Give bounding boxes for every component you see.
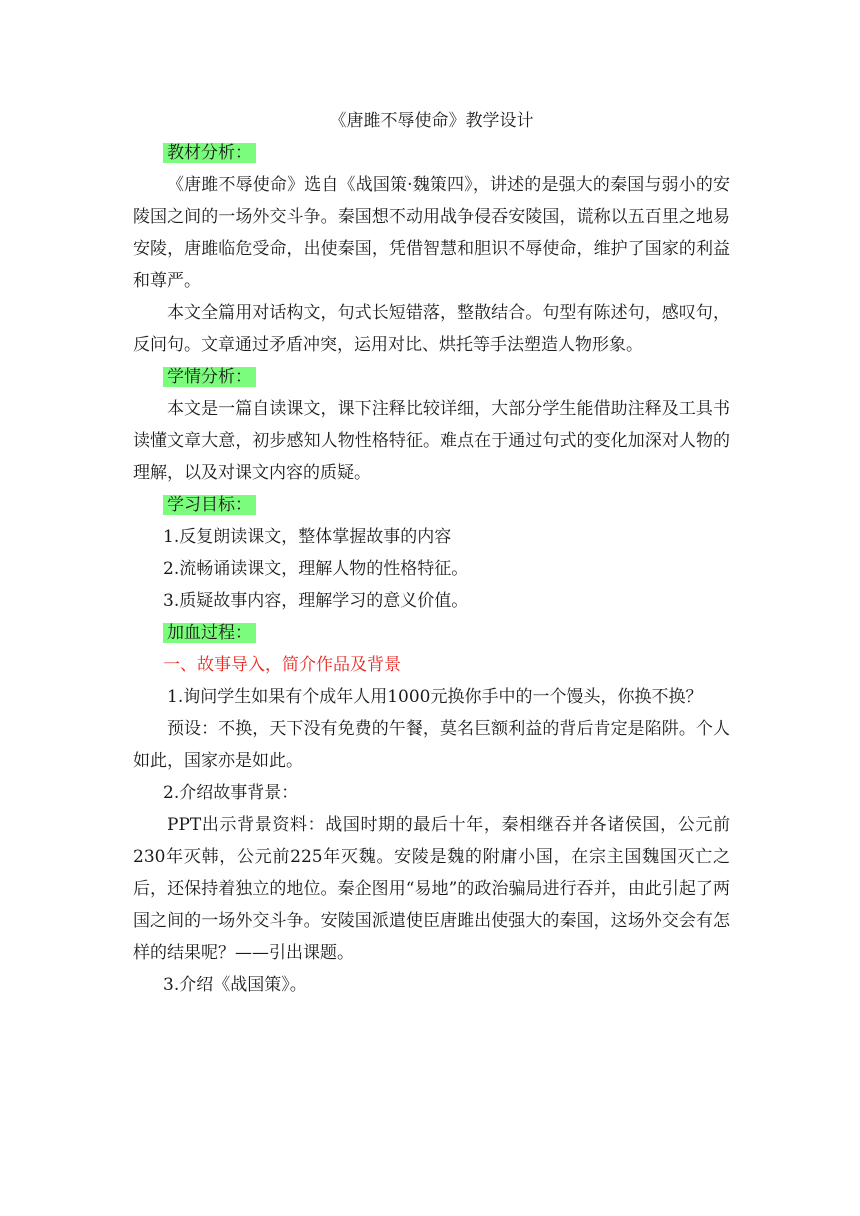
list-item: 3.介绍《战国策》。	[163, 975, 307, 995]
section-heading-student-analysis	[133, 361, 730, 393]
paragraph: 本文是一篇自读课文，课下注释比较详细，大部分学生能借助注释及工具书读懂文章大意，初步感知人物性格特征。难点在于通过句式的变化加深对人物的理解，以及对课文内容的质疑。	[133, 399, 730, 483]
heading-highlight: 教材分析：	[163, 143, 256, 163]
list-item: 3.质疑故事内容，理解学习的意义价值。	[163, 591, 469, 611]
heading-highlight: 加血过程：	[163, 623, 256, 643]
section-heading-learning-goals	[133, 489, 730, 521]
document-title: 《唐雎不辱使命》教学设计	[329, 111, 534, 131]
paragraph: PPT出示背景资料：战国时期的最后十年，秦相继吞并各诸侯国，公元前230年灭韩，公元前225年灭魏。安陵是魏的附庸小国，在宗主国魏国灭亡之后，还保持着独立的地位。秦企图用“易地”的政治骗局进行吞并，由此引起了两国之间的一场外交斗争。安陵国派遣使臣唐雎出使强大的秦国，这场外交会有怎样的结果呢？——引出课题。	[133, 815, 730, 963]
process-subheading: 一、故事导入，简介作品及背景	[163, 655, 401, 675]
heading-highlight: 学习目标：	[163, 495, 256, 515]
section-heading-textbook-analysis	[133, 137, 730, 169]
section-heading-process	[133, 617, 730, 649]
list-item: 2.流畅诵读课文，理解人物的性格特征。	[163, 559, 469, 579]
paragraph: 《唐雎不辱使命》选自《战国策·魏策四》，讲述的是强大的秦国与弱小的安陵国之间的一场外交斗争。秦国想不动用战争侵吞安陵国，谎称以五百里之地易安陵，唐雎临危受命，出使秦国，凭借智慧和胆识不辱使命，维护了国家的利益和尊严。	[133, 175, 730, 291]
heading-highlight: 学情分析：	[163, 367, 256, 387]
list-item: 1.反复朗读课文，整体掌握故事的内容	[163, 527, 452, 547]
paragraph: 本文全篇用对话构文，句式长短错落，整散结合。句型有陈述句，感叹句，反问句。文章通过矛盾冲突，运用对比、烘托等手法塑造人物形象。	[133, 303, 730, 355]
list-item: 2.介绍故事背景：	[163, 783, 299, 803]
paragraph: 1.询问学生如果有个成年人用1000元换你手中的一个馒头，你换不换？	[167, 687, 703, 707]
paragraph: 预设：不换，天下没有免费的午餐，莫名巨额利益的背后肯定是陷阱。个人如此，国家亦是如此。	[133, 719, 730, 771]
document-body	[133, 105, 730, 1001]
